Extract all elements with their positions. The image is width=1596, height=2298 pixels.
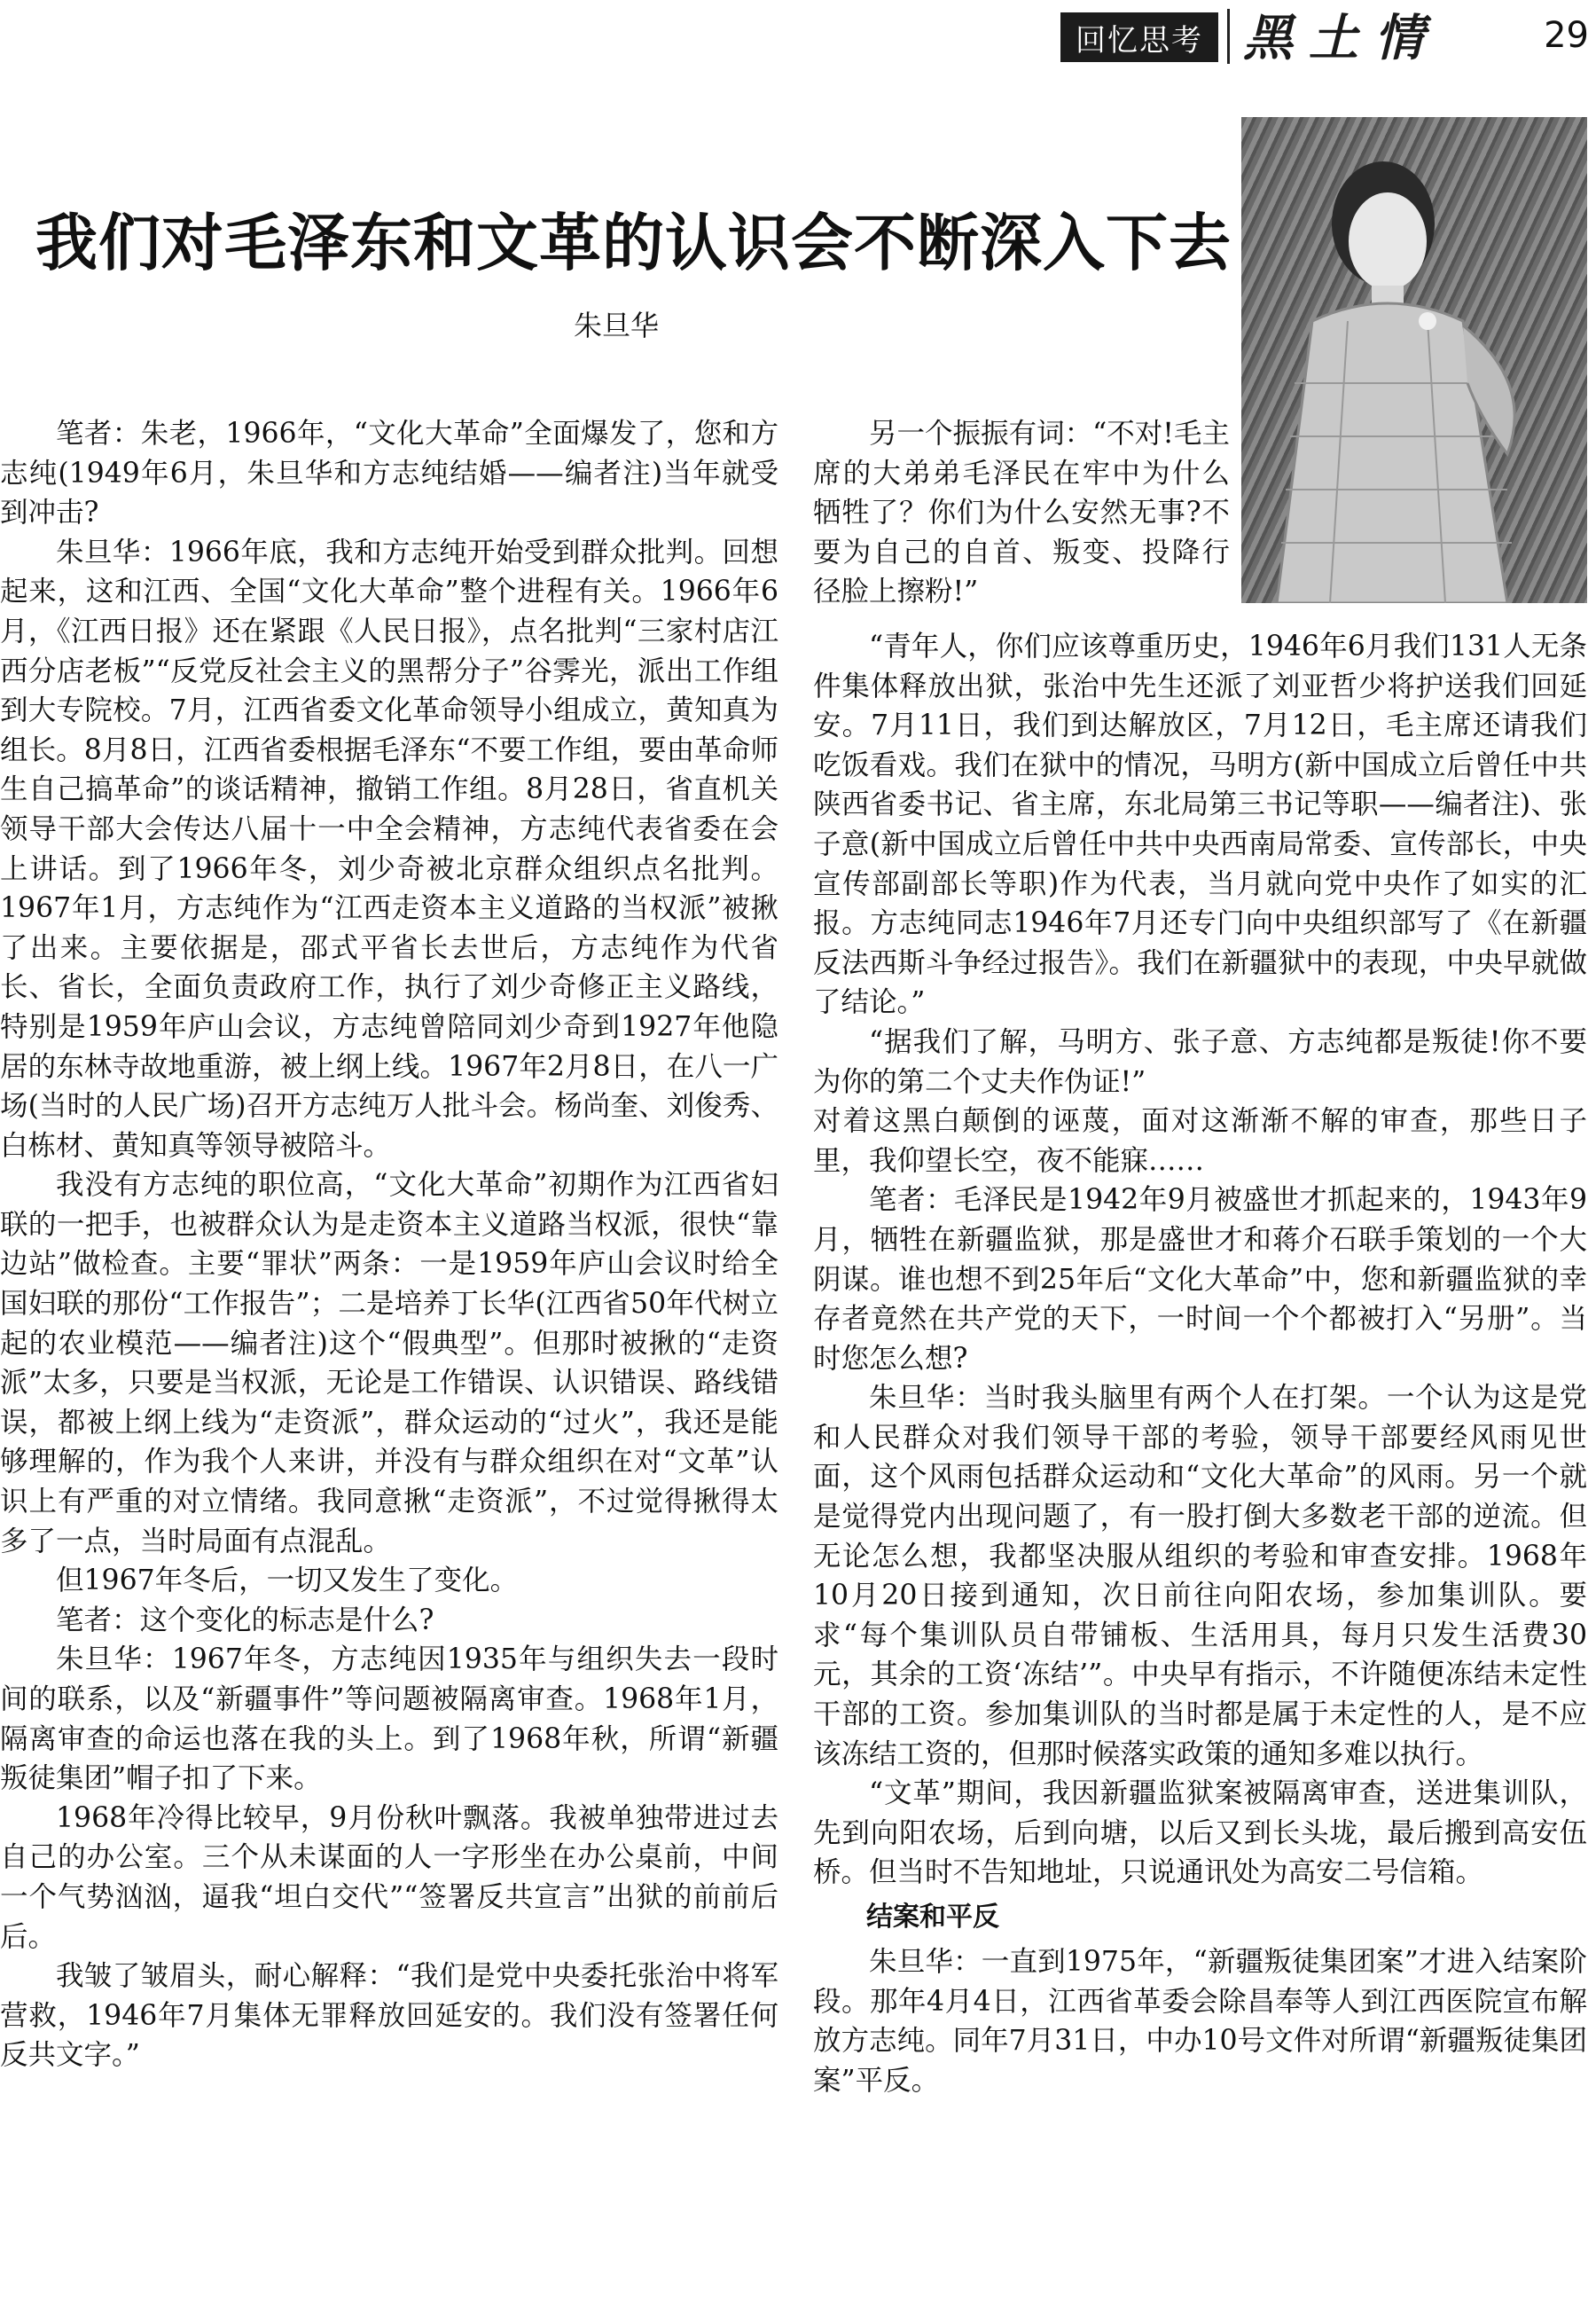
- right-column-top: [813, 414, 1230, 627]
- header-divider: [1227, 9, 1230, 64]
- section-tag: 回忆思考: [1060, 12, 1218, 62]
- paragraph: “据我们了解，马明方、张子意、方志纯都是叛徒!你不要为你的第二个丈夫作伪证!”: [813, 1025, 1587, 1098]
- paragraph: 笔者：毛泽民是1942年9月被盛世才抓起来的，1943年9月，牺牲在新疆监狱，那是盛世才和蒋介石联手策划的一个大阴谋。谁也想不到25年后“文化大革命”中，您和新疆监狱的幸存者竟然在共产党的天下，一时间一个个都被打入“另册”。当时您怎么想?: [813, 1184, 1587, 1375]
- paragraph: 对着这黑白颠倒的诬蔑，面对这渐渐不解的审查，那些日子里，我仰望长空，夜不能寐……: [813, 1105, 1587, 1177]
- page-number: 29: [1544, 15, 1589, 56]
- magazine-logo: 黑土情: [1243, 9, 1440, 67]
- paragraph: 笔者：朱老，1966年，“文化大革命”全面爆发了，您和方志纯(1949年6月，朱旦华和方志纯结婚——编者注)当年就受到冲击?: [0, 418, 778, 529]
- paragraph: 朱旦华：当时我头脑里有两个人在打架。一个认为这是党和人民群众对我们领导干部的考验，领导干部要经风雨见世面，这个风雨包括群众运动和“文化大革命”的风雨。另一个就是觉得党内出现问题了，有一股打倒大多数老干部的逆流。但无论怎么想，我都坚决服从组织的考验和审查安排。1968年10月20日接到通知，次日前往向阳农场，参加集训队。要求“每个集训队员自带铺板、生活用具，每月只发生活费30元，其余的工资‘冻结’”。中央早有指示，不许随便冻结未定性干部的工资。参加集训队的当时都是属于未定性的人，是不应该冻结工资的，但那时候落实政策的通知多难以执行。: [813, 1382, 1587, 1770]
- paragraph: 另一个振振有词：“不对!毛主席的大弟弟毛泽民在牢中为什么牺牲了？你们为什么安然无事?不要为自己的自首、叛变、投降行径脸上擦粉!”: [813, 418, 1230, 608]
- paragraph: “文革”期间，我因新疆监狱案被隔离审查，送进集训队，先到向阳农场，后到向塘，以后又到长头垅，最后搬到高安伍桥。但当时不告知地址，只说通讯处为高安二号信箱。: [813, 1777, 1587, 1889]
- right-column: [813, 627, 1587, 2294]
- paragraph: 但1967年冬后，一切又发生了变化。: [56, 1565, 519, 1597]
- page-header: [0, 0, 1596, 71]
- article-author: 朱旦华: [573, 309, 659, 342]
- paragraph: 1968年冷得比较早，9月份秋叶飘落。我被单独带进过去自己的办公室。三个从未谋面的人一字形坐在办公桌前，中间一个气势汹汹，逼我“坦白交代”“签署反共宣言”出狱的前前后后。: [0, 1801, 778, 1953]
- paragraph: 笔者：这个变化的标志是什么?: [56, 1604, 434, 1636]
- paragraph: 朱旦华：1966年底，我和方志纯开始受到群众批判。回想起来，这和江西、全国“文化大革命”整个进程有关。1966年6月，《江西日报》还在紧跟《人民日报》，点名批判“三家村店江西分店老板”“反党反社会主义的黑帮分子”谷霁光，派出工作组到大专院校。7月，江西省委文化革命领导小组成立，黄知真为组长。8月8日，江西省委根据毛泽东“不要工作组，要由革命师生自己搞革命”的谈话精神，撤销工作组。8月28日，省直机关领导干部大会传达八届十一中全会精神，方志纯代表省委在会上讲话。到了1966年冬，刘少奇被北京群众组织点名批判。1967年1月，方志纯作为“江西走资本主义道路的当权派”被揪了出来。主要依据是，邵式平省长去世后，方志纯作为代省长、省长，全面负责政府工作，执行了刘少奇修正主义路线，特别是1959年庐山会议，方志纯曾陪同刘少奇到1927年他隐居的东林寺故地重游，被上纲上线。1967年2月8日，在八一广场(当时的人民广场)召开方志纯万人批斗会。杨尚奎、刘俊秀、白栋材、黄知真等领导被陪斗。: [0, 536, 778, 1162]
- section-subheading: 结案和平反: [866, 1902, 999, 1933]
- left-column: [0, 414, 778, 2286]
- paragraph: 朱旦华：1967年冬，方志纯因1935年与组织失去一段时间的联系，以及“新疆事件”等问题被隔离审查。1968年1月，隔离审查的命运也落在我的头上。到了1968年秋，所谓“新疆叛徒集团”帽子扣了下来。: [0, 1643, 778, 1795]
- paragraph: 我没有方志纯的职位高，“文化大革命”初期作为江西省妇联的一把手，也被群众认为是走资本主义道路当权派，很快“靠边站”做检查。主要“罪状”两条：一是1959年庐山会议时给全国妇联的那份“工作报告”；二是培养丁长华(江西省50年代树立起的农业模范——编者注)这个“假典型”。但那时被揪的“走资派”太多，只要是当权派，无论是工作错误、认识错误、路线错误，都被上纲上线为“走资派”，群众运动的“过火”，我还是能够理解的，作为我个人来讲，并没有与群众组织在对“文革”认识上有严重的对立情绪。我同意揪“走资派”，不过觉得揪得太多了一点，当时局面有点混乱。: [0, 1169, 778, 1557]
- paragraph: 我皱了皱眉头，耐心解释：“我们是党中央委托张治中将军营救，1946年7月集体无罪释放回延安的。我们没有签署任何反共文字。”: [0, 1960, 778, 2072]
- portrait-figure-icon: [1241, 117, 1587, 603]
- portrait-photo: [1241, 117, 1587, 603]
- paragraph: 朱旦华：一直到1975年，“新疆叛徒集团案”才进入结案阶段。那年4月4日，江西省革委会除昌奉等人到江西医院宣布解放方志纯。同年7月31日，中办10号文件对所谓“新疆叛徒集团案”平反。: [813, 1946, 1587, 2097]
- article-title: 我们对毛泽东和文革的认识会不断深入下去: [35, 206, 1232, 279]
- paragraph: “青年人，你们应该尊重历史，1946年6月我们131人无条件集体释放出狱，张治中先生还派了刘亚哲少将护送我们回延安。7月11日，我们到达解放区，7月12日，毛主席还请我们吃饭看戏。我们在狱中的情况，马明方(新中国成立后曾任中共陕西省委书记、省主席，东北局第三书记等职——编者注)、张子意(新中国成立后曾任中共中央西南局常委、宣传部长，中央宣传部副部长等职)作为代表，当月就向党中央作了如实的汇报。方志纯同志1946年7月还专门向中央组织部写了《在新疆反法西斯斗争经过报告》。我们在新疆狱中的表现，中央早就做了结论。”: [813, 631, 1587, 1019]
